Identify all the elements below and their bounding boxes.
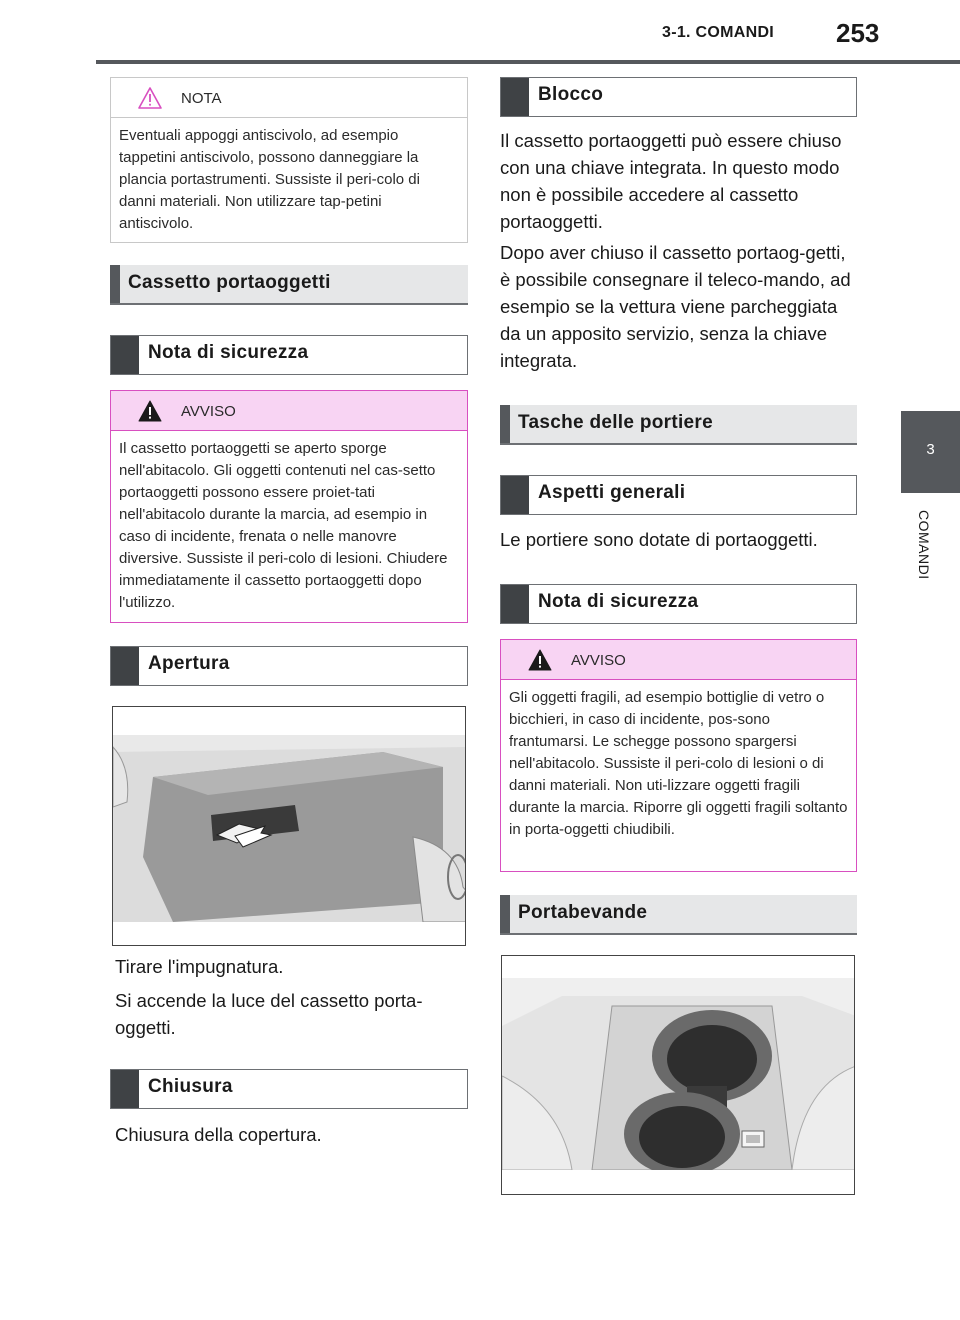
subheading-aspetti-generali <box>500 475 857 515</box>
page-number: 253 <box>836 18 880 48</box>
cupholder-illustration <box>501 955 855 1195</box>
section-heading-label: Tasche delle portiere <box>518 412 713 433</box>
section-heading-tasche <box>500 405 857 445</box>
subheading-bar <box>111 336 139 374</box>
subheading-chiusura <box>110 1069 468 1109</box>
glovebox-illustration <box>112 706 466 946</box>
section-heading-label: Cassetto portaoggetti <box>128 272 331 293</box>
avviso-header <box>111 391 467 431</box>
subheading-nota-sicurezza-right <box>500 584 857 624</box>
subheading-bar <box>501 78 529 116</box>
subheading-label: Nota di sicurezza <box>538 591 699 612</box>
subheading-label: Apertura <box>148 653 230 674</box>
subheading-bar <box>501 476 529 514</box>
section-heading-bar <box>500 405 510 443</box>
subheading-bar <box>111 1070 139 1108</box>
avviso-label: AVVISO <box>181 403 236 420</box>
avviso-text: Gli oggetti fragili, ad esempio bottiglie di vetro o bicchieri, in caso di incidente, pos-sono frantumarsi. Le schegge possono spargersi nell'abitacolo. Sussiste il peri-colo di lesioni o di danni materiali. Non uti-lizzare oggetti fragili durante la marcia. Riporre gli oggetti fragili soltanto in porta-oggetti chiudibili. <box>509 689 848 838</box>
subheading-apertura <box>110 646 468 686</box>
warning-icon <box>527 648 553 672</box>
avviso-label: AVVISO <box>571 652 626 669</box>
nota-label: NOTA <box>181 90 222 107</box>
section-heading-label: Portabevande <box>518 902 648 923</box>
opening-light-note: Si accende la luce del cassetto porta-oggetti. <box>115 990 423 1038</box>
door-pockets-text: Le portiere sono dotate di portaoggetti. <box>500 529 818 550</box>
subheading-bar <box>111 647 139 685</box>
avviso-box-left <box>110 390 468 623</box>
section-heading-portabevande <box>500 895 857 935</box>
header-section-title: 3-1. COMANDI <box>662 24 775 41</box>
section-heading-bar <box>110 265 120 303</box>
section-heading-cassetto <box>110 265 468 305</box>
subheading-nota-sicurezza-left <box>110 335 468 375</box>
nota-box <box>110 77 468 243</box>
warning-outline-icon <box>137 86 163 110</box>
nota-text: Eventuali appoggi antiscivolo, ad esempio tappetini antiscivolo, possono danneggiare la plancia portastrumenti. Sussiste il peri-colo di danni materiali. Non utilizzare tap-petini antiscivolo. <box>119 127 420 232</box>
avviso-header <box>501 640 856 680</box>
section-heading-bar <box>500 895 510 933</box>
opening-instruction: Tirare l'impugnatura. <box>115 956 284 977</box>
subheading-label: Blocco <box>538 84 604 105</box>
avviso-text: Il cassetto portaoggetti se aperto sporge nell'abitacolo. Gli oggetti contenuti nel cas-setto portaoggetti possono essere proiet-tati nell'abitacolo durante la marcia, ad esempio in caso di incidente, frenata o nelle manovre diversive. Sussiste il peri-colo di lesioni. Chiudere immediatamente il cassetto portaoggetti dopo l'utilizzo. <box>119 440 448 611</box>
chapter-tab-label: COMANDI <box>916 510 932 580</box>
avviso-box-right <box>500 639 857 872</box>
glovebox-drawing <box>113 707 466 946</box>
subheading-bar <box>501 585 529 623</box>
lock-text-2: Dopo aver chiuso il cassetto portaog-getti, è possibile consegnare il teleco-mando, ad esempio se la vettura viene parcheggiata da un apposito servizio, senza la chiave integrata. <box>500 242 851 371</box>
subheading-blocco <box>500 77 857 117</box>
lock-text-1: Il cassetto portaoggetti può essere chiuso con una chiave integrata. In questo modo non è possibile accedere al cassetto portaoggetti. <box>500 130 842 232</box>
subheading-label: Aspetti generali <box>538 482 686 503</box>
subheading-label: Chiusura <box>148 1076 233 1097</box>
cupholder-drawing <box>502 956 855 1195</box>
subheading-label: Nota di sicurezza <box>148 342 309 363</box>
nota-header <box>111 78 467 118</box>
chapter-tab: 3 <box>901 411 960 493</box>
warning-icon <box>137 399 163 423</box>
closing-text: Chiusura della copertura. <box>115 1124 322 1145</box>
header-rule <box>96 60 960 64</box>
